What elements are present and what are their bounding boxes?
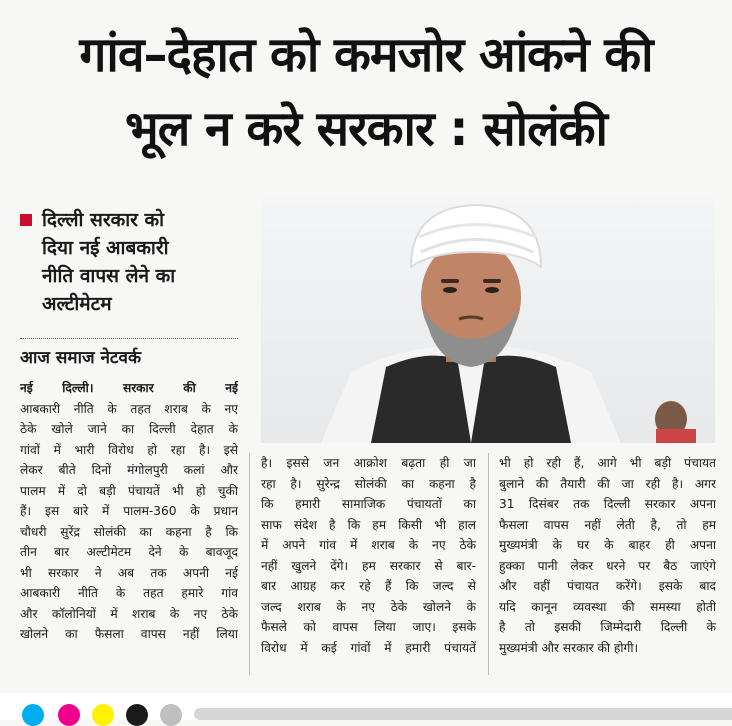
deck-line: दिया नई आबकारी [42, 237, 169, 259]
magenta-registration-mark [58, 704, 80, 726]
column-line: ठेके खोले जाने का दिल्ली देहात के [20, 422, 238, 436]
column-line: बुलाने की तैयारी की जा रही है। अगर [499, 476, 716, 491]
column-line: और वहीं पंचायत करेंगे। इसके बाद [499, 579, 716, 593]
headline-line-1: गांव–देहात को कमजोर आंकने की [79, 27, 653, 83]
column-line: रहा है। सुरेन्द्र सोलंकी का कहना है [261, 476, 476, 491]
square-bullet-icon [20, 214, 32, 226]
deck-line: नीति वापस लेने का [42, 265, 176, 287]
article-column-2 [261, 453, 476, 658]
headline-line-2: भूल न करे सरकार : सोलंकी [125, 101, 607, 157]
column-line: बार आग्रह कर रहे हैं कि जल्द से [261, 579, 476, 593]
column-line: और कॉलोनियों में शराब के नए ठेके [20, 606, 238, 621]
column-line: खोलने का फैसला वापस नहीं लिया [20, 627, 238, 641]
column-line: नहीं खुलने देंगे। हम सरकार से बार- [261, 558, 476, 573]
column-line: यदि कानून व्यवस्था की समस्या होती [499, 599, 716, 614]
column-divider [249, 453, 250, 675]
column-line: लेकर बीते दिनों मंगोलपुरी कलां और [20, 463, 238, 477]
gray-registration-mark [160, 704, 182, 726]
deck-text [42, 206, 175, 318]
column-line: गांवों में भारी विरोध हो रहा है। इसे [20, 442, 238, 457]
column-line: भी हो रही हैं, आगे भी बड़ी पंचायत [499, 456, 716, 470]
article-column-3 [499, 453, 716, 658]
column-line: नई दिल्ली। सरकार की नई [20, 381, 238, 395]
column-line: में अपने गांव में शराब के नए ठेके [261, 538, 476, 552]
column-line: आबकारी नीति के तहत हमारे गांव [20, 586, 238, 600]
deck-line: दिल्ली सरकार को [42, 209, 165, 231]
column-divider [488, 453, 489, 675]
registration-bar [194, 708, 732, 720]
portrait-photo-image [261, 197, 715, 443]
column-line: भी सरकार ने अब तक अपनी नई [20, 565, 238, 580]
black-registration-mark [126, 704, 148, 726]
column-line: जल्द शराब के नए ठेके खोलने के [261, 599, 476, 614]
article-column-1 [20, 378, 238, 645]
column-line: विरोध में कई गांवों में हमारी पंचायतें [261, 640, 476, 655]
deck [20, 206, 235, 318]
column-line: मुख्यमंत्री और सरकार की होगी। [499, 640, 639, 655]
column-line: फैसले को वापस लिया जाए। इसके [261, 620, 476, 634]
byline: आज समाज नेटवर्क [20, 348, 142, 368]
yellow-registration-mark [92, 704, 114, 726]
column-line: कि हमारी सामाजिक पंचायतों का [261, 497, 476, 511]
headline [0, 18, 732, 166]
column-line: आबकारी नीति के तहत शराब के नए [20, 401, 238, 416]
column-line: हैं। इस बारे में पालम-360 के प्रधान [20, 504, 238, 518]
deck-line: अल्टीमेटम [42, 293, 112, 315]
column-line: तीन बार अल्टीमेटम देने के बावजूद [20, 545, 238, 559]
column-line: है। इससे जन आक्रोश बढ़ता ही जा [261, 456, 476, 470]
divider [20, 338, 238, 339]
column-line: 31 दिसंबर तक दिल्ली सरकार अपना [499, 497, 716, 511]
cyan-registration-mark [22, 704, 44, 726]
column-line: फैसला वापस नहीं लेती है, तो हम [499, 517, 716, 532]
portrait-photo [261, 197, 715, 443]
column-line: हुक्का पानी लेकर धरने पर बैठ जाएंगे [499, 558, 716, 573]
column-line: चौधरी सुरेंद्र सोलंकी का कहना है कि [20, 524, 238, 539]
column-line: साफ संदेश है कि हम किसी भी हाल [261, 517, 476, 532]
column-line: है तो इसकी जिम्मेदारी दिल्ली के [499, 620, 716, 634]
column-line: पालम में दो बड़ी पंचायतें भी हो चुकी [20, 483, 238, 498]
column-line: मुख्यमंत्री के घर के बाहर ही अपना [499, 538, 716, 552]
